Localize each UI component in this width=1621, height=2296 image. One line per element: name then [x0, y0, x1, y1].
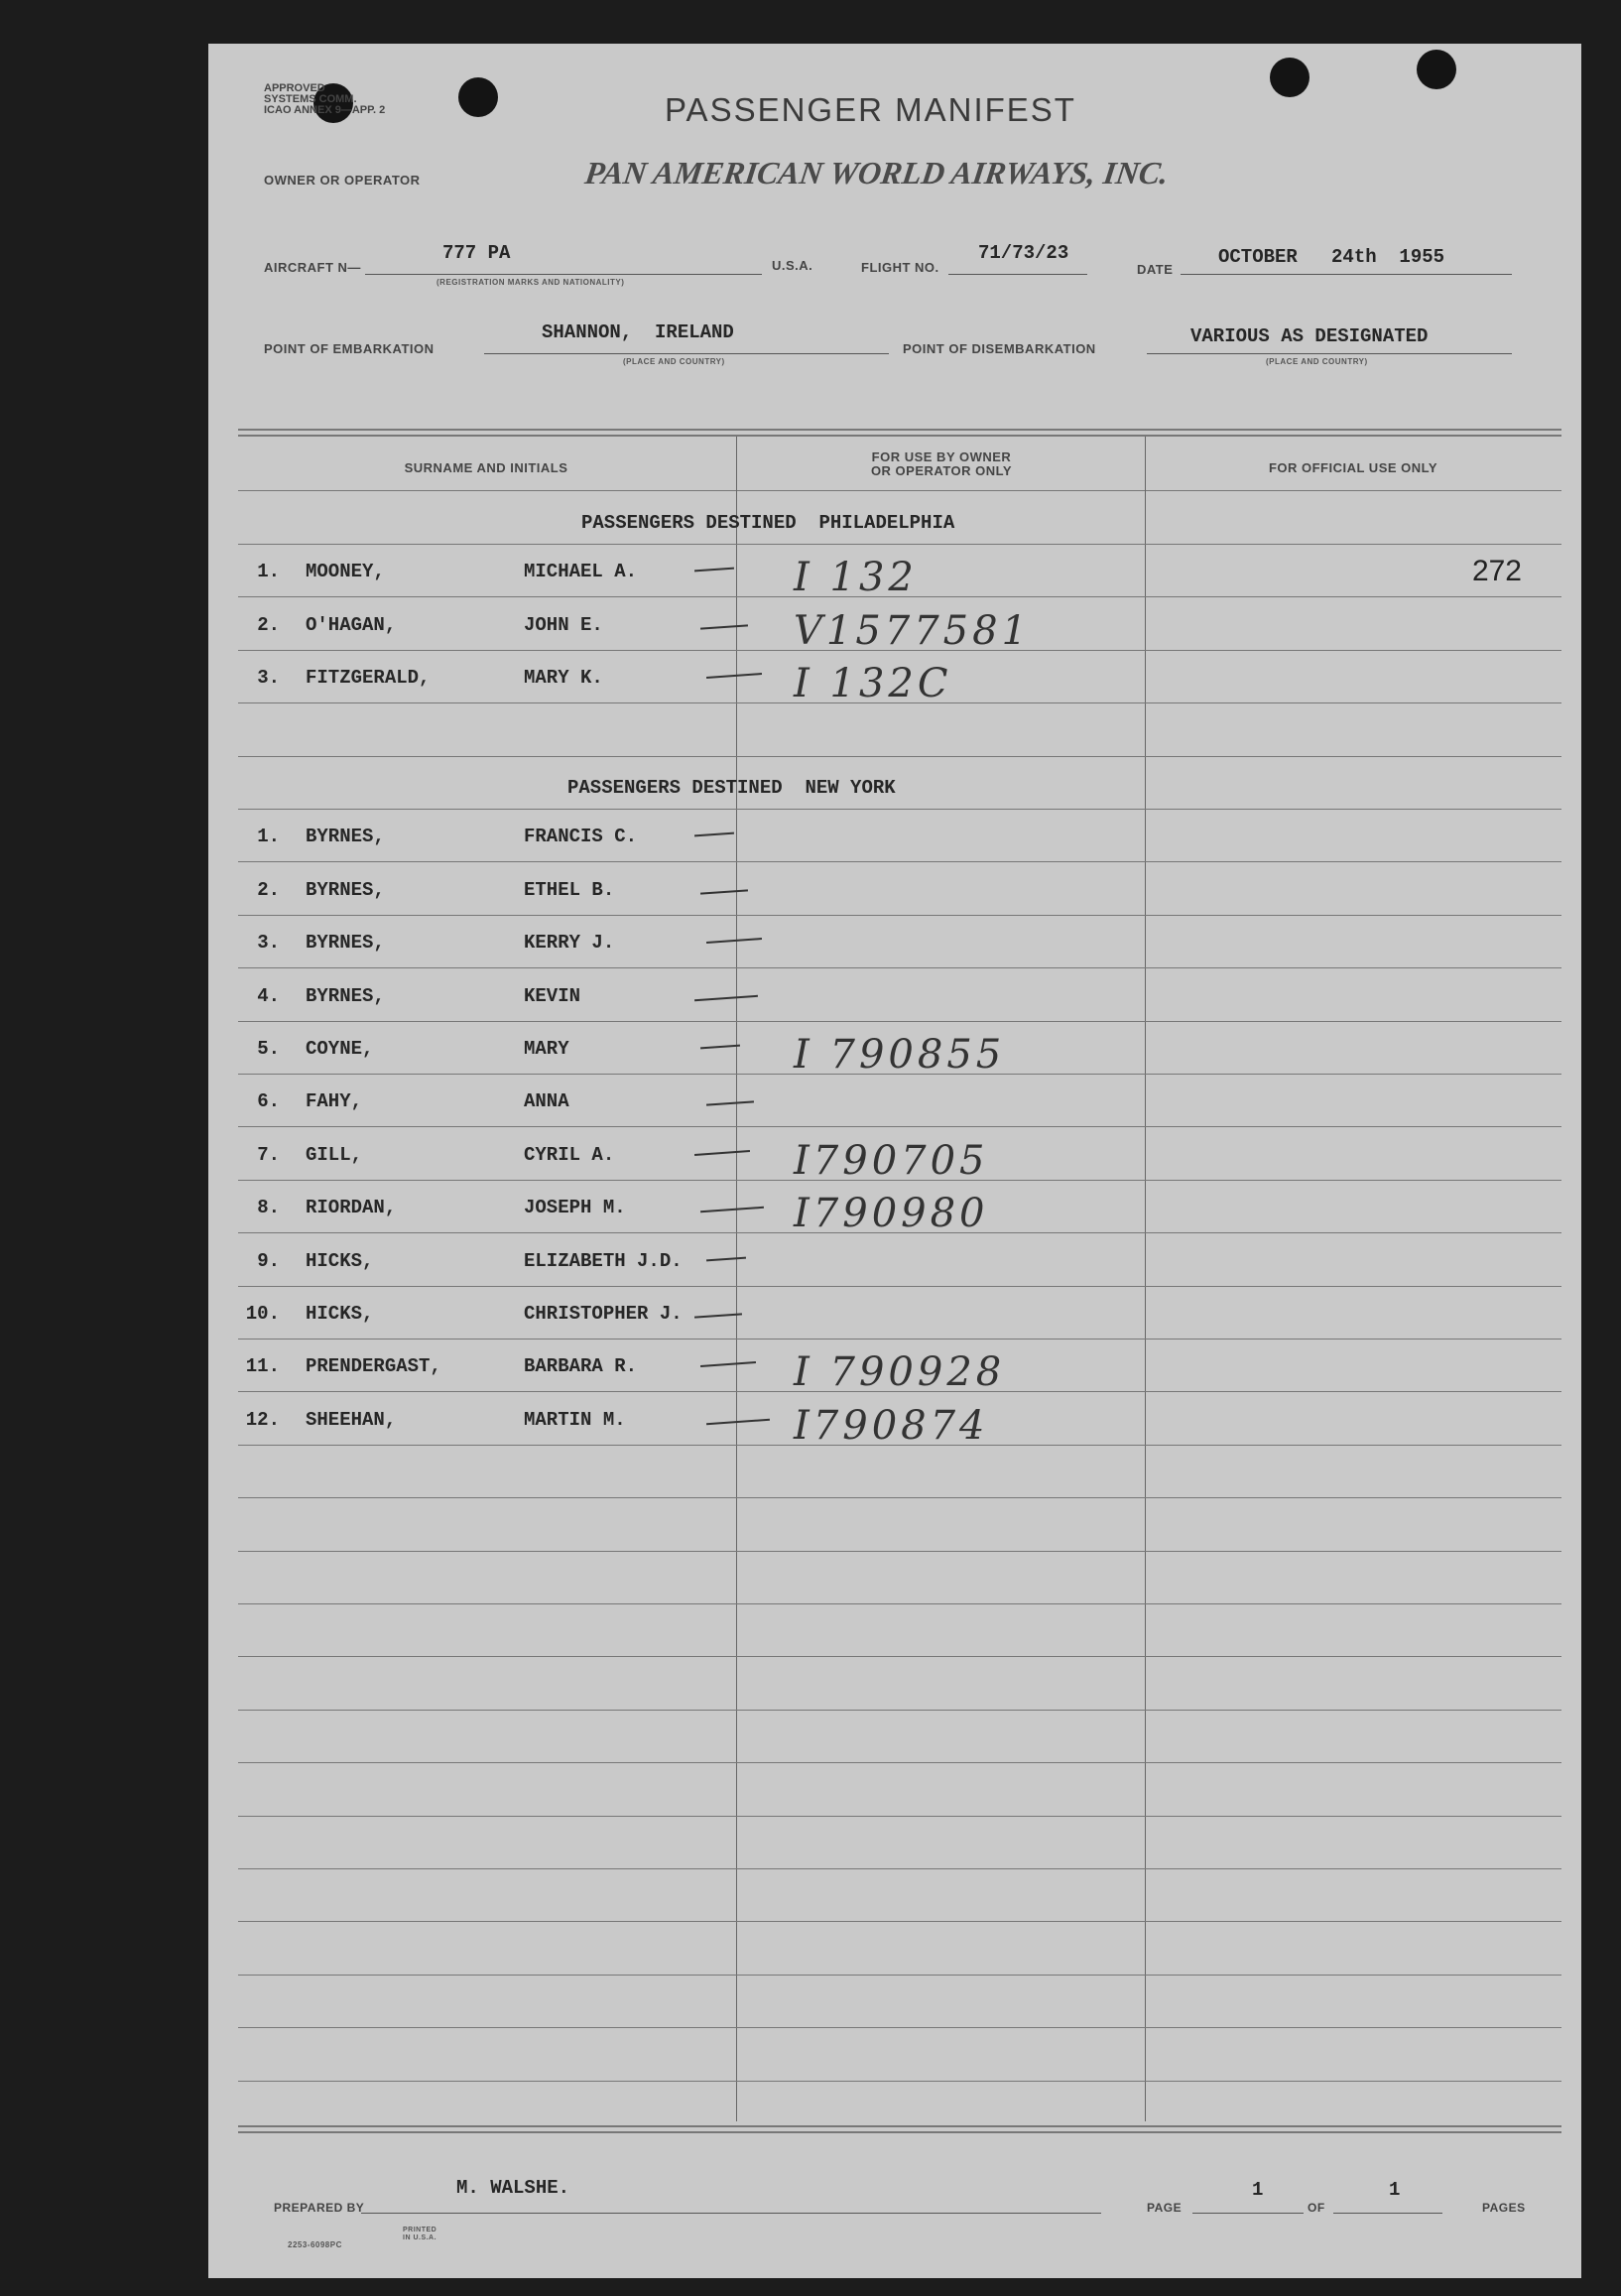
prepared-label: PREPARED BY — [274, 2201, 365, 2215]
table-row — [208, 1402, 1581, 1461]
owner-label: OWNER OR OPERATOR — [264, 173, 421, 188]
page-title: PASSENGER MANIFEST — [665, 91, 1076, 128]
approval-note: APPROVED SYSTEMS COMM. ICAO ANNEX 9—APP. 2 — [264, 82, 386, 116]
embark-value: SHANNON, IRELAND — [542, 321, 734, 343]
airline-name: PAN AMERICAN WORLD AIRWAYS, INC. — [582, 155, 1172, 191]
table-row — [208, 1090, 1581, 1142]
check-tick — [706, 1101, 754, 1106]
passenger-surname: BYRNES, — [306, 878, 385, 901]
check-tick — [706, 938, 762, 944]
row-number: 11. — [245, 1355, 280, 1378]
passenger-given-names: MARY K. — [524, 667, 603, 690]
passenger-surname: GILL, — [306, 1143, 363, 1166]
check-tick — [694, 994, 758, 1000]
usa-label: U.S.A. — [772, 258, 813, 273]
date-value: OCTOBER 24th 1955 — [1218, 246, 1445, 268]
table-row — [208, 661, 1581, 718]
page-value: 1 — [1252, 2179, 1264, 2201]
passenger-surname: PRENDERGAST, — [306, 1355, 441, 1378]
passenger-surname: COYNE, — [306, 1038, 374, 1060]
handwritten-reference: I 132 — [794, 555, 918, 601]
row-number: 12. — [245, 1408, 280, 1431]
handwritten-reference: I790874 — [794, 1402, 989, 1449]
passenger-surname: O'HAGAN, — [306, 613, 397, 636]
check-tick — [700, 1361, 756, 1367]
row-number: 4. — [257, 984, 280, 1007]
passenger-given-names: JOSEPH M. — [524, 1197, 626, 1219]
row-number: 9. — [257, 1249, 280, 1272]
punch-hole — [458, 77, 498, 117]
passenger-given-names: KEVIN — [524, 984, 581, 1007]
passenger-given-names: ANNA — [524, 1090, 569, 1113]
passenger-surname: SHEEHAN, — [306, 1408, 397, 1431]
passenger-given-names: CHRISTOPHER J. — [524, 1303, 683, 1325]
passenger-given-names: MICHAEL A. — [524, 561, 638, 583]
passenger-given-names: CYRIL A. — [524, 1143, 615, 1166]
check-tick — [706, 1419, 770, 1425]
table-row — [208, 879, 1581, 931]
row-number: 6. — [257, 1090, 280, 1113]
passenger-given-names: JOHN E. — [524, 613, 603, 636]
prepared-value: M. WALSHE. — [456, 2177, 570, 2199]
row-number: 3. — [257, 932, 280, 955]
table-row — [208, 826, 1581, 877]
of-label: OF — [1308, 2201, 1325, 2215]
check-tick — [694, 568, 734, 573]
row-number: 7. — [257, 1143, 280, 1166]
table-row — [208, 1032, 1581, 1089]
aircraft-sub: (REGISTRATION MARKS AND NATIONALITY) — [436, 278, 625, 287]
handwritten-reference: I 790855 — [794, 1032, 1006, 1078]
table-row — [208, 985, 1581, 1037]
passenger-given-names: BARBARA R. — [524, 1355, 638, 1378]
row-number: 10. — [245, 1303, 280, 1325]
check-tick — [706, 1256, 746, 1261]
date-label: DATE — [1137, 262, 1174, 277]
page-label: PAGE — [1147, 2201, 1183, 2215]
pages-label: PAGES — [1482, 2201, 1526, 2215]
table-row — [208, 555, 1581, 612]
row-number: 1. — [257, 826, 280, 848]
table-row — [208, 1191, 1581, 1248]
passenger-given-names: MARTIN M. — [524, 1408, 626, 1431]
handwritten-reference: I 132C — [794, 661, 952, 707]
passenger-surname: RIORDAN, — [306, 1197, 397, 1219]
row-number: 3. — [257, 667, 280, 690]
aircraft-label: AIRCRAFT N— — [264, 260, 361, 275]
row-number: 1. — [257, 561, 280, 583]
table-row — [208, 932, 1581, 983]
passenger-surname: HICKS, — [306, 1249, 374, 1272]
passenger-surname: HICKS, — [306, 1303, 374, 1325]
table-row — [208, 1137, 1581, 1196]
official-use-value: 272 — [1471, 555, 1522, 588]
passenger-surname: FAHY, — [306, 1090, 363, 1113]
section-heading: PASSENGERS DESTINED PHILADELPHIA — [581, 512, 955, 534]
disembark-value: VARIOUS AS DESIGNATED — [1190, 325, 1429, 347]
table-row — [208, 607, 1581, 666]
of-value: 1 — [1389, 2179, 1401, 2201]
passenger-given-names: ETHEL B. — [524, 878, 615, 901]
punch-hole — [1270, 58, 1309, 97]
check-tick — [706, 673, 762, 679]
section-heading: PASSENGERS DESTINED NEW YORK — [567, 777, 896, 799]
table-row — [208, 1250, 1581, 1302]
col-surname-header: SURNAME AND INITIALS — [404, 460, 568, 475]
handwritten-reference: I790705 — [794, 1137, 989, 1184]
disembark-label: POINT OF DISEMBARKATION — [903, 341, 1096, 356]
check-tick — [700, 624, 748, 629]
check-tick — [694, 1313, 742, 1318]
printed-mark: PRINTED IN U.S.A. — [403, 2227, 437, 2241]
disembark-sub: (PLACE AND COUNTRY) — [1266, 357, 1368, 366]
row-number: 8. — [257, 1197, 280, 1219]
handwritten-reference: I790980 — [794, 1191, 989, 1237]
manifest-sheet — [208, 44, 1581, 2278]
passenger-given-names: KERRY J. — [524, 932, 615, 955]
check-tick — [694, 832, 734, 837]
flight-value: 71/73/23 — [978, 242, 1069, 264]
check-tick — [694, 1150, 750, 1156]
passenger-surname: BYRNES, — [306, 984, 385, 1007]
handwritten-reference: I 790928 — [794, 1349, 1006, 1396]
passenger-surname: MOONEY, — [306, 561, 385, 583]
embark-sub: (PLACE AND COUNTRY) — [623, 357, 725, 366]
check-tick — [700, 1045, 740, 1050]
row-number: 2. — [257, 613, 280, 636]
check-tick — [700, 889, 748, 894]
form-code: 2253-6098PC — [288, 2240, 342, 2249]
passenger-surname: BYRNES, — [306, 826, 385, 848]
table-row — [208, 1303, 1581, 1354]
table-row — [208, 1349, 1581, 1407]
col-official-header: FOR OFFICIAL USE ONLY — [1268, 460, 1438, 475]
punch-hole — [1417, 50, 1456, 89]
passenger-given-names: FRANCIS C. — [524, 826, 638, 848]
passenger-surname: FITZGERALD, — [306, 667, 431, 690]
row-number: 5. — [257, 1038, 280, 1060]
aircraft-value: 777 PA — [442, 242, 511, 264]
flight-label: FLIGHT NO. — [861, 260, 939, 275]
handwritten-reference: V1577581 — [794, 607, 1032, 654]
col-owner-header: FOR USE BY OWNER OR OPERATOR ONLY — [870, 449, 1013, 478]
passenger-surname: BYRNES, — [306, 932, 385, 955]
passenger-given-names: MARY — [524, 1038, 569, 1060]
row-number: 2. — [257, 878, 280, 901]
check-tick — [700, 1207, 764, 1212]
embark-label: POINT OF EMBARKATION — [264, 341, 435, 356]
passenger-given-names: ELIZABETH J.D. — [524, 1249, 683, 1272]
